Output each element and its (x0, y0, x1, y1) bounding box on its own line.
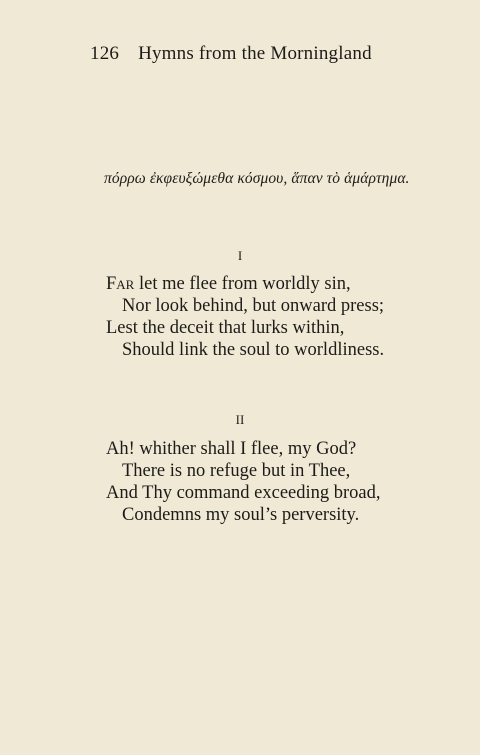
running-head (90, 43, 410, 65)
stanza-2-line-2: There is no refuge but in Thee, (122, 461, 351, 481)
page-number: 126 (90, 43, 120, 64)
stanza-2 (106, 438, 381, 526)
stanza-1-line-4: Should link the soul to worldliness. (122, 340, 385, 360)
stanza-number-1: I (237, 248, 243, 263)
book-title: Hymns from the Morningland (138, 43, 372, 64)
stanza-1-line-1 (106, 273, 384, 295)
greek-epigraph: πόρρω ἐκφευξώμεθα κόσμου, ἅπαν τὸ ἁμάρτημα. (104, 170, 410, 187)
opening-word: Far (106, 274, 135, 294)
stanza-2-line-3: And Thy command exceeding broad, (106, 483, 381, 503)
stanza-1-line-3: Lest the deceit that lurks within, (106, 318, 345, 338)
stanza-1-line-2: Nor look behind, but onward press; (122, 296, 385, 316)
stanza-1 (106, 273, 384, 361)
stanza-1-line-1-rest: let me flee from worldly sin, (134, 274, 351, 294)
stanza-2-line-1: Ah! whither shall I flee, my God? (106, 439, 357, 459)
stanza-number-2: II (235, 412, 245, 427)
stanza-2-line-4: Condemns my soul’s perversity. (122, 505, 360, 525)
